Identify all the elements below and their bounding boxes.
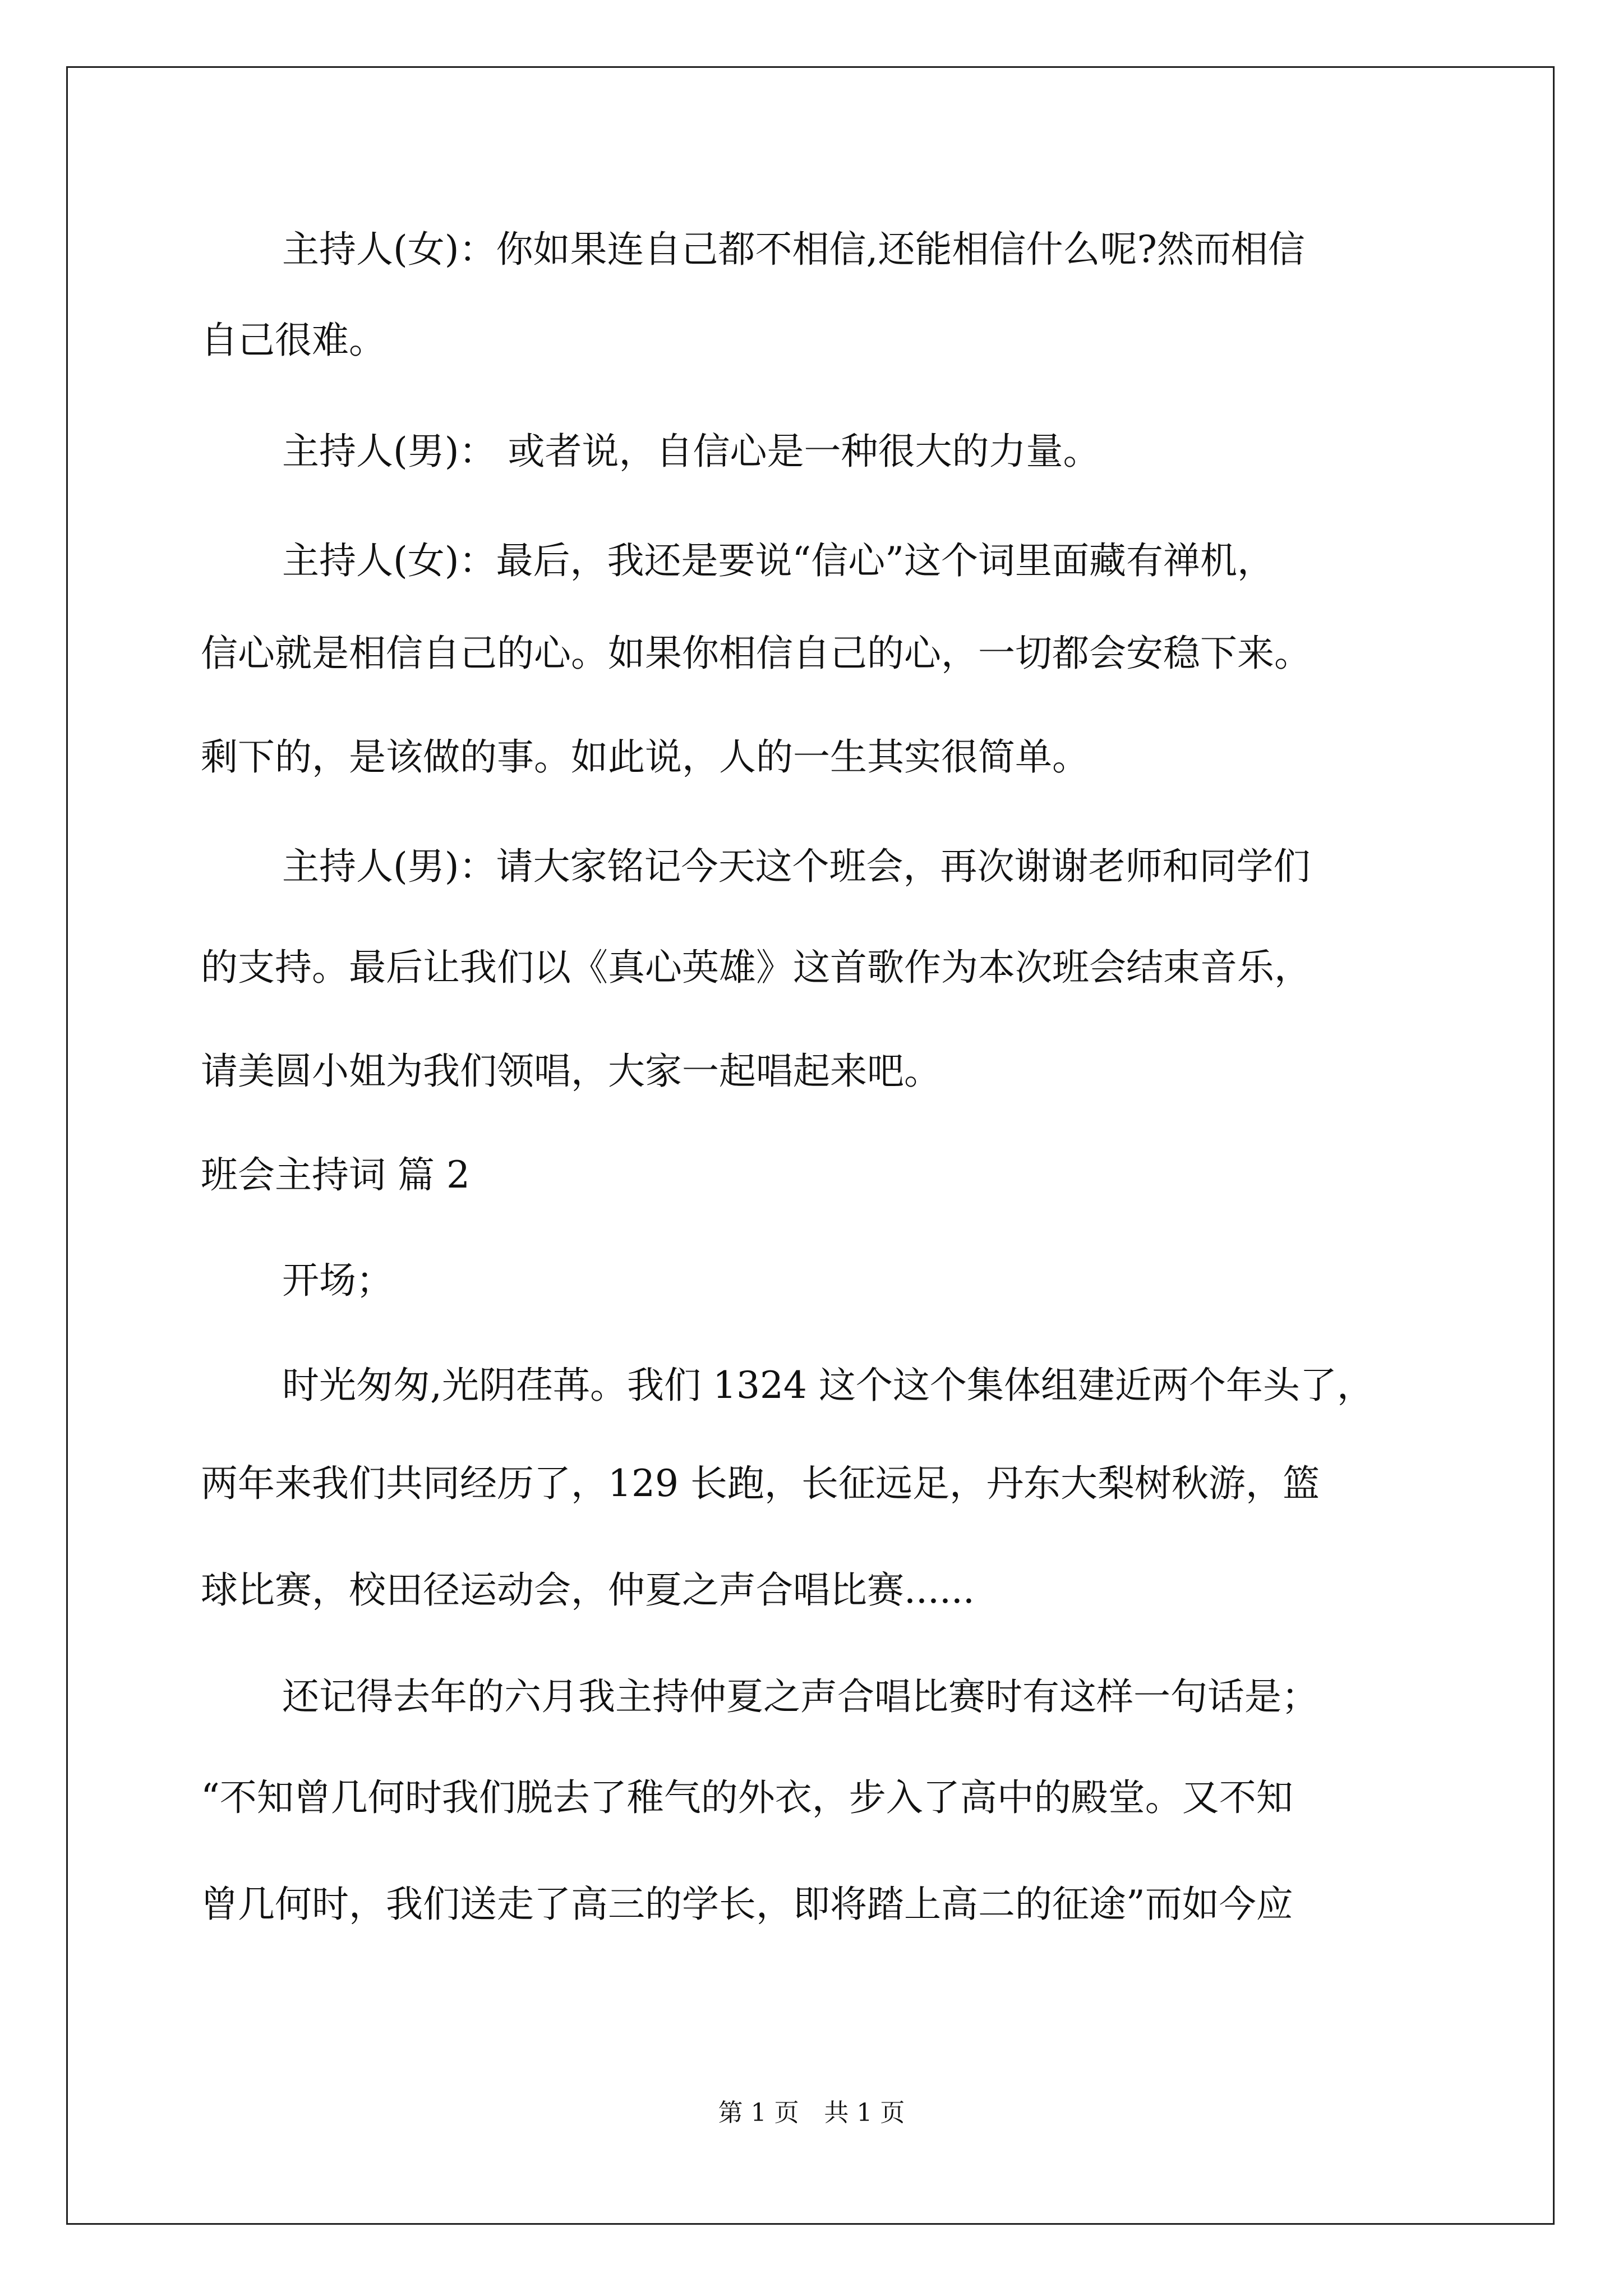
paragraph-line: 曾几何时，我们送走了高三的学长，即将踏上高二的征途”而如今应 [201,1883,1293,1926]
paragraph-line: 主持人(男)： 或者说，自信心是一种很大的力量。 [282,430,1100,473]
paragraph-line: “不知曾几何时我们脱去了稚气的外衣，步入了高中的殿堂。又不知 [201,1776,1293,1819]
paragraph-line: 球比赛，校田径运动会，仲夏之声合唱比赛...... [201,1568,975,1612]
page-total: 共 1 页 [824,2099,905,2127]
paragraph-line: 还记得去年的六月我主持仲夏之声合唱比赛时有这样一句话是； [282,1675,1318,1718]
page-footer [0,2092,1623,2128]
section-heading: 班会主持词 篇 2 [201,1153,470,1197]
paragraph-line: 开场； [282,1259,393,1302]
paragraph-line: 请美圆小姐为我们领唱，大家一起唱起来吧。 [201,1050,941,1093]
paragraph-line: 的支持。最后让我们以《真心英雄》这首歌作为本次班会结束音乐， [201,946,1311,989]
paragraph-line: 主持人(女)：最后，我还是要说“信心”这个词里面藏有禅机， [282,539,1274,582]
paragraph-line: 时光匆匆,光阴荏苒。我们 1324 这个这个集体组建近两个年头了， [282,1364,1374,1407]
paragraph-line: 自己很难。 [201,319,386,362]
paragraph-line: 主持人(男)：请大家铭记今天这个班会，再次谢谢老师和同学们 [282,845,1311,888]
paragraph-line: 剩下的，是该做的事。如此说，人的一生其实很简单。 [201,735,1089,779]
page-number: 第 1 页 [718,2099,799,2127]
paragraph-line: 两年来我们共同经历了，129 长跑，长征远足，丹东大梨树秋游，篮 [201,1462,1320,1505]
paragraph-line: 主持人(女)：你如果连自己都不相信,还能相信什么呢?然而相信 [282,228,1305,271]
paragraph-line: 信心就是相信自己的心。如果你相信自己的心，一切都会安稳下来。 [201,632,1311,675]
